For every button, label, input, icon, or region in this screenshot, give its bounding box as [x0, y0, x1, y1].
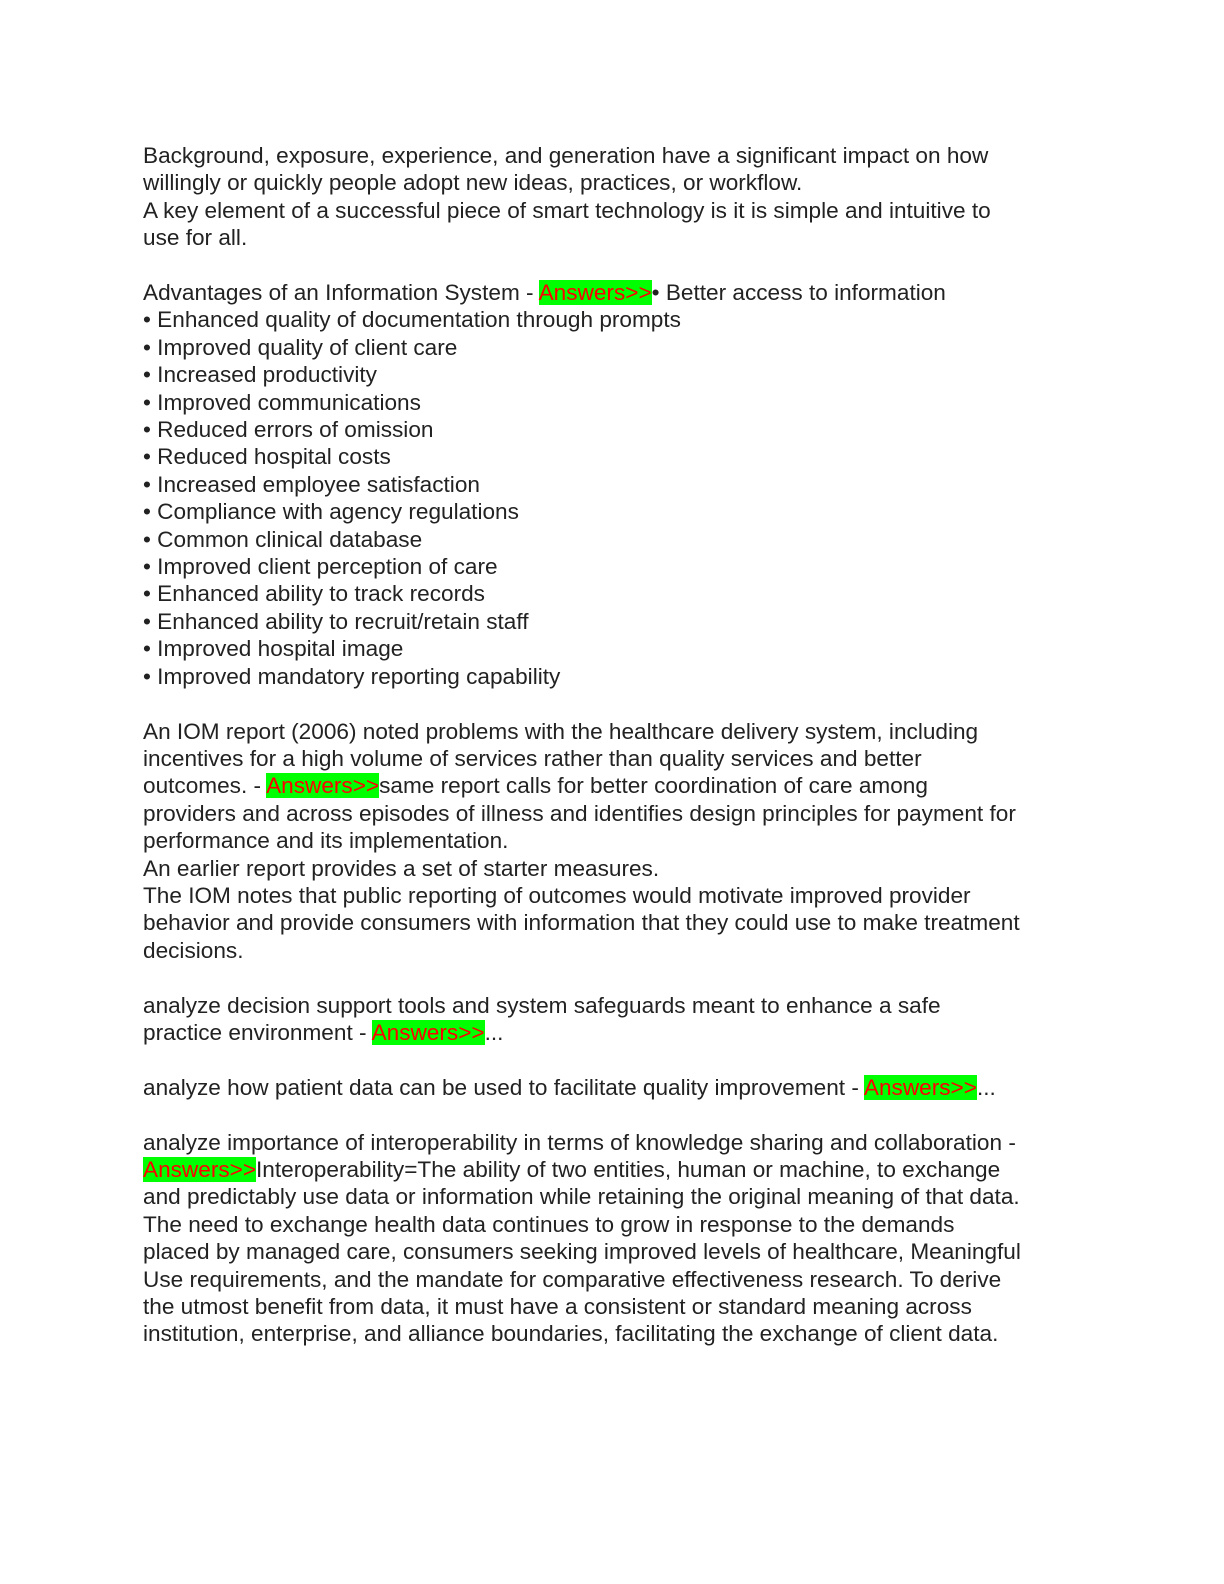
iom-answer-start: same report calls for better coordination of care among [379, 773, 928, 799]
advantage-item: • Increased employee satisfaction [143, 471, 480, 497]
decision-support-question-end: practice environment - [143, 1019, 372, 1045]
decision-support-question-line: analyze decision support tools and system safeguards meant to enhance a safe [143, 992, 941, 1018]
interoperability-answer-start: Interoperability=The ability of two entities, human or machine, to exchange [256, 1156, 1001, 1182]
interoperability-answer-line: placed by managed care, consumers seeking improved levels of healthcare, Meaningful [143, 1239, 1021, 1265]
answers-marker: Answers>> [371, 1019, 485, 1045]
document-page [143, 142, 1083, 1375]
interoperability-answer-line [143, 1156, 1083, 1183]
iom-block [143, 718, 1083, 965]
advantages-block [143, 279, 1083, 690]
advantage-item: • Reduced errors of omission [143, 417, 434, 443]
advantage-item: • Improved quality of client care [143, 334, 458, 360]
iom-question-line [143, 772, 1083, 799]
intro-line: Background, exposure, experience, and generation have a significant impact on how [143, 143, 989, 168]
advantages-first-answer: • Better access to information [651, 280, 946, 306]
decision-support-block [143, 992, 1083, 1047]
advantage-item: • Improved mandatory reporting capability [143, 663, 561, 689]
interoperability-answer-line: and predictably use data or information while retaining the original meaning of that data. [143, 1184, 1020, 1210]
iom-question-line: incentives for a high volume of services rather than quality services and better [143, 745, 922, 771]
advantage-item: • Improved client perception of care [143, 554, 498, 580]
iom-question-line: An IOM report (2006) noted problems with the healthcare delivery system, including [143, 718, 979, 744]
interoperability-answer-line: Use requirements, and the mandate for comparative effectiveness research. To derive [143, 1266, 1002, 1292]
intro-paragraph [143, 142, 1083, 252]
advantage-item: • Reduced hospital costs [143, 444, 391, 470]
patient-data-answer: ... [976, 1074, 996, 1100]
advantage-item: • Improved hospital image [143, 636, 404, 662]
advantage-item: • Increased productivity [143, 362, 377, 388]
iom-question-end: outcomes. - [143, 773, 267, 799]
patient-data-block [143, 1074, 1083, 1101]
interoperability-answer-line: The need to exchange health data continues to grow in response to the demands [143, 1211, 955, 1237]
decision-support-question-line [143, 1019, 1083, 1046]
advantages-question-line [143, 279, 1083, 306]
answers-marker: Answers>> [143, 1156, 257, 1182]
answers-marker: Answers>> [266, 773, 380, 799]
interoperability-answer-line: institution, enterprise, and alliance boundaries, facilitating the exchange of client data. [143, 1321, 999, 1347]
advantage-item: • Enhanced ability to track records [143, 581, 485, 607]
iom-answer-line: behavior and provide consumers with information that they could use to make treatment [143, 910, 1020, 936]
iom-answer-line: providers and across episodes of illness and identifies design principles for payment for [143, 800, 1016, 826]
advantage-item: • Enhanced ability to recruit/retain staff [143, 608, 529, 634]
answers-marker: Answers>> [863, 1074, 977, 1100]
interoperability-answer-line: the utmost benefit from data, it must have a consistent or standard meaning across [143, 1293, 972, 1319]
advantages-question: Advantages of an Information System - [143, 280, 539, 306]
iom-answer-line: performance and its implementation. [143, 828, 509, 854]
patient-data-line [143, 1074, 1083, 1101]
interoperability-block [143, 1129, 1083, 1348]
advantage-item: • Common clinical database [143, 526, 423, 552]
intro-line: willingly or quickly people adopt new ideas, practices, or workflow. [143, 170, 803, 196]
intro-line: A key element of a successful piece of smart technology is it is simple and intuitive to [143, 197, 991, 223]
decision-support-answer: ... [484, 1019, 504, 1045]
advantage-item: • Enhanced quality of documentation through prompts [143, 307, 681, 333]
intro-line: use for all. [143, 225, 248, 251]
advantage-item: • Improved communications [143, 389, 421, 415]
interoperability-question-line: analyze importance of interoperability in terms of knowledge sharing and collaboration - [143, 1129, 1016, 1155]
patient-data-question: analyze how patient data can be used to facilitate quality improvement - [143, 1074, 864, 1100]
iom-answer-line: An earlier report provides a set of starter measures. [143, 855, 660, 881]
advantage-item: • Compliance with agency regulations [143, 499, 519, 525]
answers-marker: Answers>> [538, 280, 652, 306]
iom-answer-line: The IOM notes that public reporting of outcomes would motivate improved provider [143, 882, 971, 908]
iom-answer-line: decisions. [143, 937, 244, 963]
